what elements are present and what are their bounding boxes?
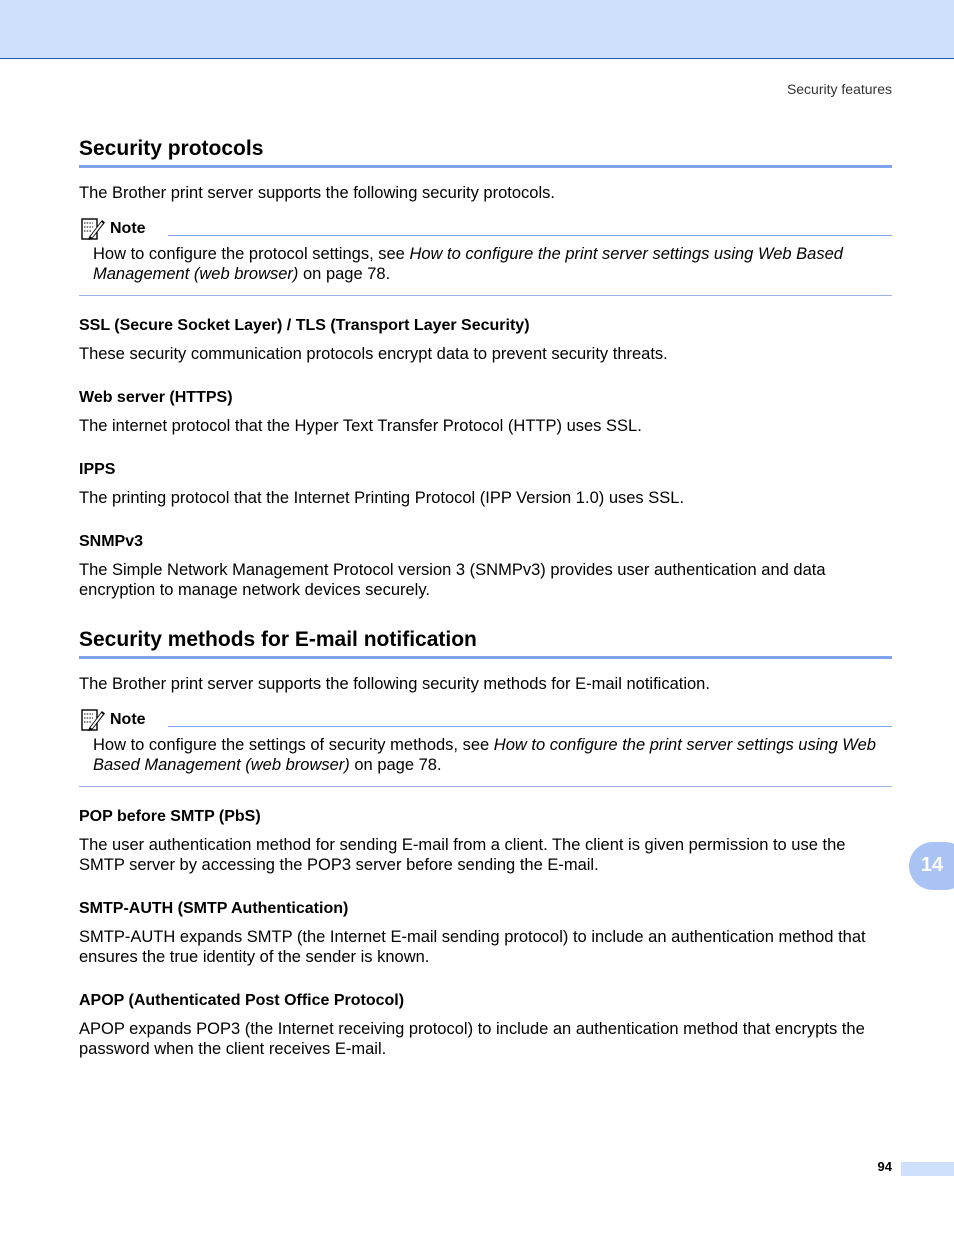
section-title-security-protocols: Security protocols [79, 135, 892, 168]
section-intro: The Brother print server supports the following security methods for E-mail notification. [79, 675, 710, 693]
subsection-title: SSL (Secure Socket Layer) / TLS (Transport Layer Security) [79, 317, 530, 334]
chapter-tab [909, 842, 954, 890]
note-link-italic: How to configure the print server settings using Web Based Management (web browser) [93, 245, 843, 283]
section-title-email-security: Security methods for E-mail notification [79, 626, 892, 659]
note-label: Note [110, 220, 146, 237]
subsection-text: These security communication protocols encrypt data to prevent security threats. [79, 345, 668, 363]
note-pencil-icon [80, 216, 106, 242]
note-pencil-icon [80, 707, 106, 733]
note-box [79, 707, 892, 787]
section-intro: The Brother print server supports the following security protocols. [79, 184, 555, 202]
note-rule [168, 726, 892, 727]
note-box [79, 216, 892, 296]
subsection-text: The Simple Network Management Protocol version 3 (SNMPv3) provides user authentication and data encryption to manage network devices securely. [79, 561, 826, 599]
subsection-text: APOP expands POP3 (the Internet receiving protocol) to include an authentication method that encrypts the password when the client receives E-mail. [79, 1020, 865, 1058]
subsection-title: POP before SMTP (PbS) [79, 808, 261, 825]
subsection-title: SMTP-AUTH (SMTP Authentication) [79, 900, 349, 917]
note-text: How to configure the settings of security methods, see How to configure the print server settings using Web Based Management (web browser) on page 78. [93, 736, 876, 774]
subsection-title: APOP (Authenticated Post Office Protocol) [79, 992, 405, 1009]
subsection-title: IPPS [79, 461, 116, 478]
subsection-text: SMTP-AUTH expands SMTP (the Internet E-mail sending protocol) to include an authentication method that ensures the true identity of the sender is known. [79, 928, 866, 966]
page-number-bar [901, 1162, 954, 1176]
page-content [79, 135, 892, 1059]
chapter-number: 14 [920, 854, 944, 876]
page-number: 94 [877, 1159, 892, 1174]
subsection-text: The user authentication method for sending E-mail from a client. The client is given permission to use the SMTP server by accessing the POP3 server before sending the E-mail. [79, 836, 846, 874]
running-header: Security features [786, 81, 892, 97]
note-text: How to configure the protocol settings, see How to configure the print server settings using Web Based Management (web browser) on page 78. [93, 245, 843, 283]
note-rule [168, 235, 892, 236]
top-header-band [0, 0, 954, 59]
subsection-title: SNMPv3 [79, 533, 144, 550]
note-label: Note [110, 711, 146, 728]
subsection-title: Web server (HTTPS) [79, 389, 233, 406]
note-link-italic: How to configure the print server settings using Web Based Management (web browser) [93, 736, 876, 774]
subsection-text: The internet protocol that the Hyper Text Transfer Protocol (HTTP) uses SSL. [79, 417, 642, 435]
subsection-text: The printing protocol that the Internet Printing Protocol (IPP Version 1.0) uses SSL. [79, 489, 685, 507]
